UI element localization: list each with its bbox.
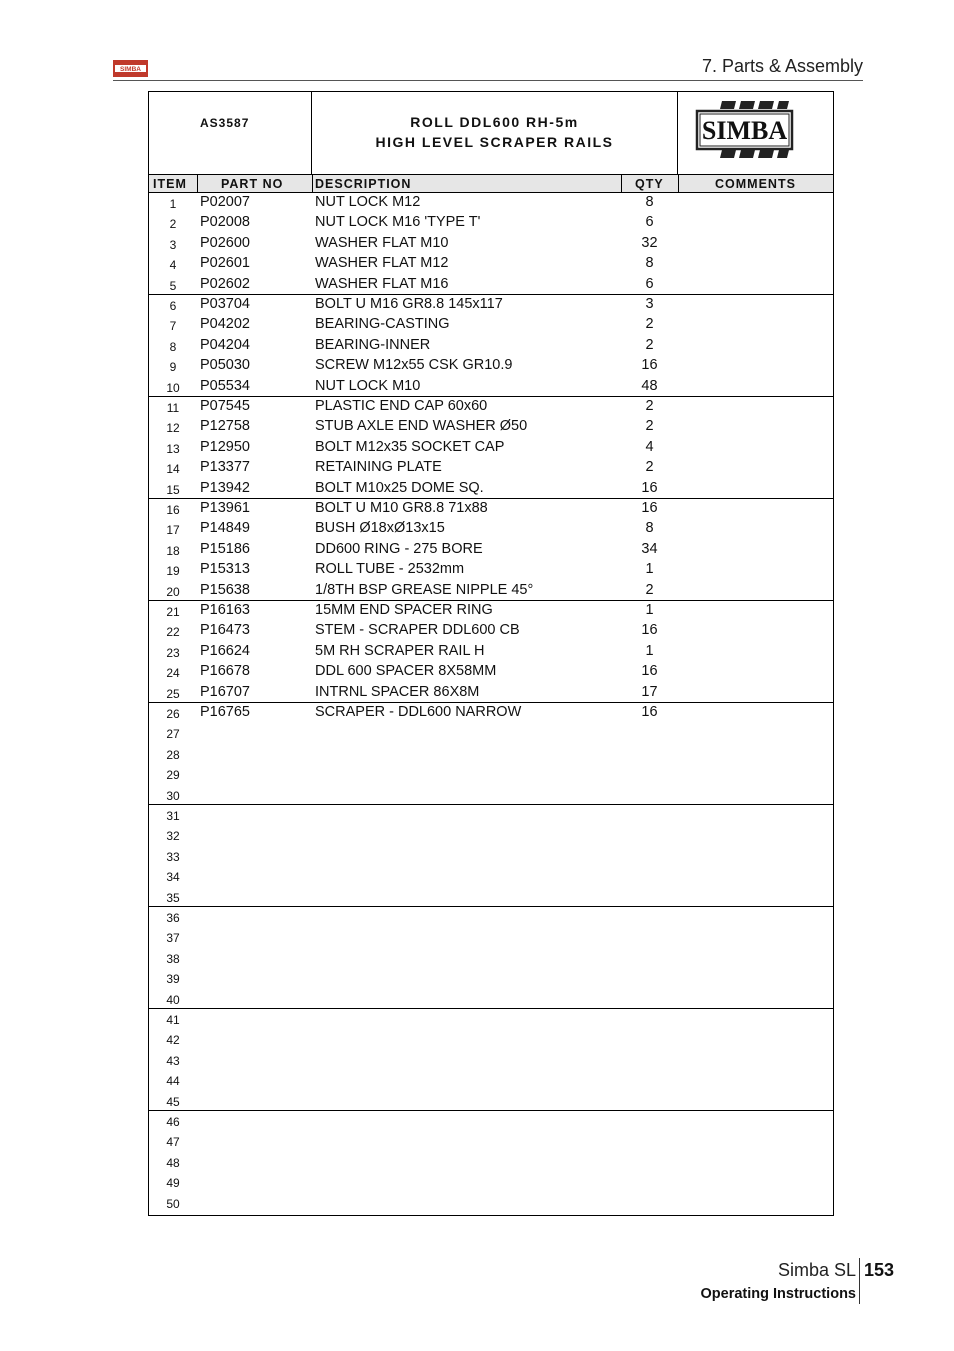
item-cell: 29 xyxy=(166,768,180,783)
table-row xyxy=(149,581,833,601)
column-header-row xyxy=(149,174,833,193)
item-cell: 41 xyxy=(166,1013,180,1027)
qty-cell: 16 xyxy=(641,357,658,374)
qty-cell: 2 xyxy=(645,316,654,333)
col-comments: COMMENTS xyxy=(715,177,796,191)
title-block xyxy=(149,92,833,174)
qty-cell: 48 xyxy=(641,377,658,394)
item-cell: 14 xyxy=(166,462,180,477)
table-row xyxy=(149,315,833,335)
part-no-cell: P05030 xyxy=(200,357,250,374)
item-cell: 4 xyxy=(169,258,177,273)
qty-cell: 1 xyxy=(645,602,654,618)
assembly-description-line2: HIGH LEVEL SCRAPER RAILS xyxy=(375,134,614,150)
table-row xyxy=(149,621,833,641)
part-no-cell: P02007 xyxy=(200,194,250,210)
table-row xyxy=(149,540,833,560)
table-row xyxy=(149,703,833,723)
item-cell: 19 xyxy=(166,564,180,579)
parts-sheet xyxy=(148,91,834,1216)
part-no-cell: P16707 xyxy=(200,683,250,700)
header-divider xyxy=(678,174,679,193)
table-row xyxy=(149,1172,833,1192)
item-cell: 27 xyxy=(166,727,180,742)
table-row xyxy=(149,989,833,1009)
header-divider xyxy=(621,174,622,193)
part-no-cell: P16163 xyxy=(200,602,250,618)
table-row xyxy=(149,866,833,886)
item-cell: 12 xyxy=(166,421,180,436)
table-row xyxy=(149,968,833,988)
table-row xyxy=(149,683,833,703)
item-cell: 30 xyxy=(166,788,180,803)
table-row xyxy=(149,417,833,437)
table-row xyxy=(149,1029,833,1049)
item-cell: 17 xyxy=(166,523,180,538)
table-row xyxy=(149,907,833,927)
table-row xyxy=(149,213,833,233)
table-row xyxy=(149,254,833,274)
col-description: DESCRIPTION xyxy=(315,177,412,191)
item-cell: 23 xyxy=(166,645,180,660)
item-cell: 21 xyxy=(166,605,180,619)
table-row xyxy=(149,723,833,743)
col-part-no: PART NO xyxy=(221,177,284,191)
part-no-cell: P02602 xyxy=(200,275,250,292)
qty-cell: 16 xyxy=(641,500,658,516)
description-cell: WASHER FLAT M10 xyxy=(315,234,449,251)
description-cell: BOLT M12x35 SOCKET CAP xyxy=(315,438,505,455)
table-row xyxy=(149,1131,833,1151)
header-divider xyxy=(312,174,313,193)
qty-cell: 6 xyxy=(645,214,654,231)
description-cell: BEARING-CASTING xyxy=(315,316,450,333)
part-no-cell: P16765 xyxy=(200,704,250,720)
item-cell: 24 xyxy=(166,666,180,681)
part-no-cell: P07545 xyxy=(200,398,250,414)
simba-small-logo-text: SIMBA xyxy=(120,66,141,73)
part-no-cell: P02600 xyxy=(200,234,250,251)
item-cell: 18 xyxy=(166,543,180,558)
qty-cell: 6 xyxy=(645,275,654,292)
description-cell: NUT LOCK M12 xyxy=(315,194,421,210)
part-no-cell: P15638 xyxy=(200,581,250,598)
qty-cell: 32 xyxy=(641,234,658,251)
part-no-cell: P13942 xyxy=(200,479,250,496)
qty-cell: 4 xyxy=(645,438,654,455)
description-cell: WASHER FLAT M16 xyxy=(315,275,449,292)
part-no-cell: P16678 xyxy=(200,663,250,680)
assembly-description xyxy=(312,92,678,174)
item-cell: 11 xyxy=(166,401,180,415)
item-cell: 47 xyxy=(166,1135,180,1150)
item-cell: 13 xyxy=(166,441,180,456)
item-cell: 38 xyxy=(166,951,180,966)
table-row xyxy=(149,846,833,866)
table-row xyxy=(149,642,833,662)
col-item: ITEM xyxy=(153,177,187,191)
table-row xyxy=(149,764,833,784)
table-row xyxy=(149,356,833,376)
table-row xyxy=(149,377,833,397)
item-cell: 5 xyxy=(169,278,177,293)
table-row xyxy=(149,825,833,845)
part-no-cell: P05534 xyxy=(200,377,250,394)
footer-brand: Simba SL xyxy=(777,1260,856,1280)
part-no-cell: P02008 xyxy=(200,214,250,231)
item-cell: 25 xyxy=(166,686,180,701)
table-row xyxy=(149,1009,833,1029)
description-cell: PLASTIC END CAP 60x60 xyxy=(315,398,488,414)
table-row xyxy=(149,479,833,499)
table-row xyxy=(149,458,833,478)
assembly-description-line1: ROLL DDL600 RH-5m xyxy=(410,114,579,130)
part-no-cell: P02601 xyxy=(200,255,250,272)
table-row xyxy=(149,193,833,213)
item-cell: 37 xyxy=(166,931,180,946)
part-no-cell: P15313 xyxy=(200,561,250,578)
part-no-cell: P03704 xyxy=(200,296,250,312)
part-no-cell: P12950 xyxy=(200,438,250,455)
item-cell: 48 xyxy=(166,1155,180,1170)
description-cell: 1/8TH BSP GREASE NIPPLE 45° xyxy=(315,581,534,598)
item-cell: 33 xyxy=(166,849,180,864)
item-cell: 1 xyxy=(169,197,177,211)
description-cell: BUSH Ø18xØ13x15 xyxy=(315,520,445,537)
qty-cell: 8 xyxy=(645,194,654,210)
item-cell: 39 xyxy=(166,972,180,987)
table-row xyxy=(149,336,833,356)
qty-cell: 16 xyxy=(641,704,658,720)
item-cell: 16 xyxy=(166,503,180,517)
table-row xyxy=(149,560,833,580)
assembly-code: AS3587 xyxy=(149,92,312,174)
description-cell: NUT LOCK M10 xyxy=(315,377,421,394)
simba-logo-icon xyxy=(678,92,833,174)
table-row xyxy=(149,744,833,764)
item-cell: 8 xyxy=(169,339,177,354)
page-number: 153 xyxy=(864,1260,895,1280)
header-divider xyxy=(197,174,198,193)
table-row xyxy=(149,601,833,621)
part-no-cell: P16624 xyxy=(200,642,250,659)
footer-subtitle: Operating Instructions xyxy=(700,1286,856,1302)
qty-cell: 16 xyxy=(641,622,658,639)
part-no-cell: P13961 xyxy=(200,500,250,516)
item-cell: 50 xyxy=(166,1196,180,1211)
table-row xyxy=(149,499,833,519)
part-no-cell: P04202 xyxy=(200,316,250,333)
item-cell: 35 xyxy=(166,890,180,905)
item-cell: 32 xyxy=(166,829,180,844)
description-cell: RETAINING PLATE xyxy=(315,459,442,476)
description-cell: BOLT U M10 GR8.8 71x88 xyxy=(315,500,488,516)
header-rule xyxy=(113,80,863,81)
qty-cell: 2 xyxy=(645,581,654,598)
table-row xyxy=(149,1070,833,1090)
item-cell: 46 xyxy=(166,1115,180,1129)
part-no-cell: P15186 xyxy=(200,540,250,557)
qty-cell: 2 xyxy=(645,418,654,435)
description-cell: BOLT M10x25 DOME SQ. xyxy=(315,479,484,496)
table-row xyxy=(149,519,833,539)
item-cell: 28 xyxy=(166,747,180,762)
item-cell: 34 xyxy=(166,870,180,885)
description-cell: ROLL TUBE - 2532mm xyxy=(315,561,465,578)
description-cell: WASHER FLAT M12 xyxy=(315,255,449,272)
qty-cell: 2 xyxy=(645,336,654,353)
description-cell: NUT LOCK M16 'TYPE T' xyxy=(315,214,481,231)
item-cell: 36 xyxy=(166,911,180,925)
description-cell: INTRNL SPACER 86X8M xyxy=(315,683,480,700)
item-cell: 20 xyxy=(166,584,180,599)
qty-cell: 2 xyxy=(645,398,654,414)
item-cell: 2 xyxy=(169,217,177,232)
description-cell: STUB AXLE END WASHER Ø50 xyxy=(315,418,528,435)
table-row xyxy=(149,1193,833,1213)
qty-cell: 34 xyxy=(641,540,658,557)
table-row xyxy=(149,295,833,315)
part-no-cell: P14849 xyxy=(200,520,250,537)
item-cell: 45 xyxy=(166,1094,180,1109)
item-cell: 7 xyxy=(169,319,177,334)
item-cell: 26 xyxy=(166,707,180,721)
table-row xyxy=(149,1152,833,1172)
description-cell: SCREW M12x55 CSK GR10.9 xyxy=(315,357,513,374)
item-cell: 42 xyxy=(166,1033,180,1048)
table-row xyxy=(149,275,833,295)
item-cell: 15 xyxy=(166,482,180,497)
simba-logo xyxy=(678,92,833,174)
table-row xyxy=(149,1091,833,1111)
table-row xyxy=(149,785,833,805)
part-no-cell: P13377 xyxy=(200,459,250,476)
qty-cell: 2 xyxy=(645,459,654,476)
qty-cell: 8 xyxy=(645,520,654,537)
qty-cell: 3 xyxy=(645,296,654,312)
qty-cell: 16 xyxy=(641,663,658,680)
table-row xyxy=(149,438,833,458)
qty-cell: 8 xyxy=(645,255,654,272)
description-cell: BEARING-INNER xyxy=(315,336,431,353)
part-no-cell: P16473 xyxy=(200,622,250,639)
description-cell: 15MM END SPACER RING xyxy=(315,602,493,618)
qty-cell: 17 xyxy=(641,683,658,700)
qty-cell: 1 xyxy=(645,561,654,578)
table-row xyxy=(149,948,833,968)
table-row xyxy=(149,1050,833,1070)
section-title: 7. Parts & Assembly xyxy=(701,56,863,76)
item-cell: 40 xyxy=(166,992,180,1007)
part-no-cell: P12758 xyxy=(200,418,250,435)
description-cell: 5M RH SCRAPER RAIL H xyxy=(315,642,485,659)
item-cell: 10 xyxy=(166,380,180,395)
table-row xyxy=(149,1111,833,1131)
qty-cell: 1 xyxy=(645,642,654,659)
item-cell: 49 xyxy=(166,1176,180,1191)
footer-rule xyxy=(859,1258,860,1304)
description-cell: BOLT U M16 GR8.8 145x117 xyxy=(315,296,503,312)
item-cell: 31 xyxy=(166,809,180,823)
simba-small-logo xyxy=(113,60,148,77)
description-cell: STEM - SCRAPER DDL600 CB xyxy=(315,622,520,639)
item-cell: 6 xyxy=(169,299,177,313)
item-cell: 44 xyxy=(166,1074,180,1089)
col-qty: QTY xyxy=(635,177,664,191)
item-cell: 22 xyxy=(166,625,180,640)
part-no-cell: P04204 xyxy=(200,336,250,353)
table-row xyxy=(149,805,833,825)
item-cell: 9 xyxy=(169,360,177,375)
table-row xyxy=(149,662,833,682)
table-row xyxy=(149,887,833,907)
table-row xyxy=(149,927,833,947)
qty-cell: 16 xyxy=(641,479,658,496)
description-cell: DDL 600 SPACER 8X58MM xyxy=(315,663,497,680)
description-cell: DD600 RING - 275 BORE xyxy=(315,540,483,557)
table-row xyxy=(149,234,833,254)
table-row xyxy=(149,397,833,417)
item-cell: 43 xyxy=(166,1053,180,1068)
item-cell: 3 xyxy=(169,237,177,252)
simba-logo-text: SIMBA xyxy=(701,116,788,145)
description-cell: SCRAPER - DDL600 NARROW xyxy=(315,704,522,720)
